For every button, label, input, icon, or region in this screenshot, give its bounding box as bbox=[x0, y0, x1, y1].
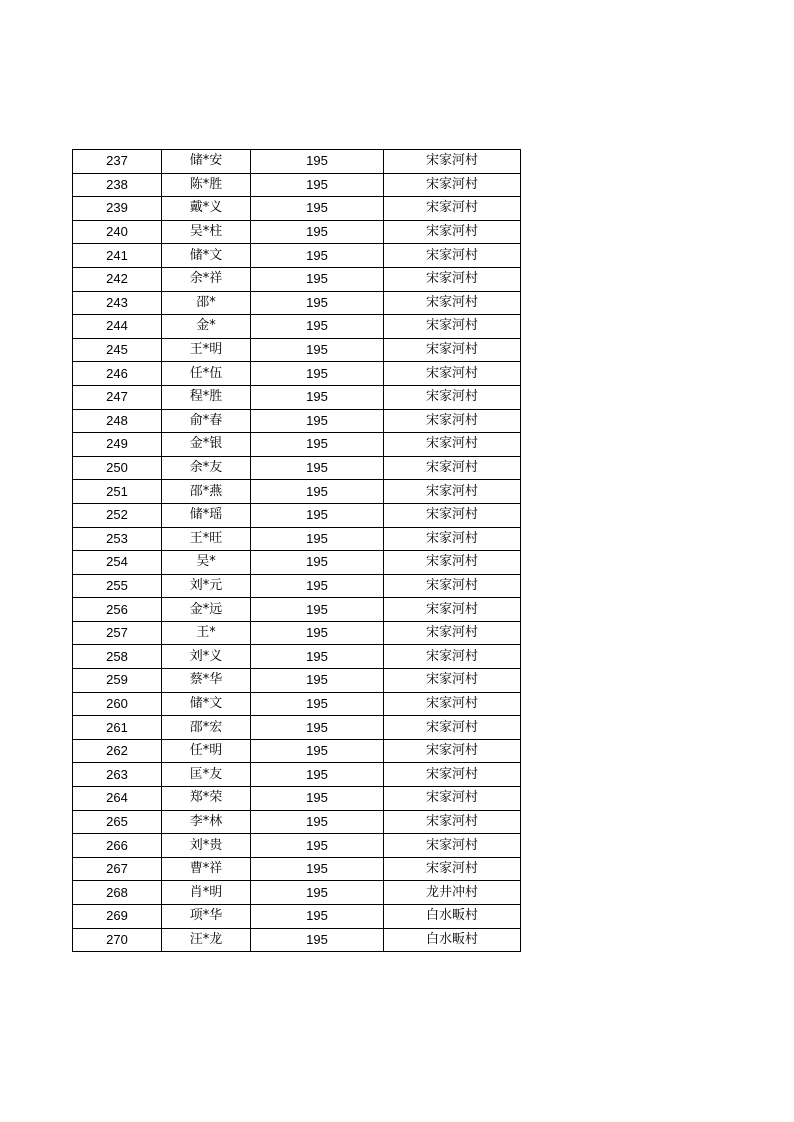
row-index-cell: 244 bbox=[73, 315, 162, 339]
table-row bbox=[73, 716, 521, 740]
row-index-cell: 250 bbox=[73, 456, 162, 480]
amount-cell: 195 bbox=[251, 928, 384, 952]
table-row bbox=[73, 267, 521, 291]
roster-table-body bbox=[73, 150, 521, 952]
table-row bbox=[73, 787, 521, 811]
name-cell: 陈*胜 bbox=[162, 173, 251, 197]
village-cell: 宋家河村 bbox=[384, 433, 521, 457]
row-index-cell: 264 bbox=[73, 787, 162, 811]
table-row bbox=[73, 503, 521, 527]
name-cell: 吴* bbox=[162, 551, 251, 575]
amount-cell: 195 bbox=[251, 267, 384, 291]
table-row bbox=[73, 574, 521, 598]
amount-cell: 195 bbox=[251, 315, 384, 339]
name-cell: 邵*宏 bbox=[162, 716, 251, 740]
row-index-cell: 261 bbox=[73, 716, 162, 740]
row-index-cell: 263 bbox=[73, 763, 162, 787]
row-index-cell: 246 bbox=[73, 362, 162, 386]
name-cell: 刘*贵 bbox=[162, 834, 251, 858]
village-cell: 宋家河村 bbox=[384, 739, 521, 763]
amount-cell: 195 bbox=[251, 551, 384, 575]
name-cell: 刘*元 bbox=[162, 574, 251, 598]
name-cell: 刘*义 bbox=[162, 645, 251, 669]
village-cell: 宋家河村 bbox=[384, 669, 521, 693]
name-cell: 金* bbox=[162, 315, 251, 339]
row-index-cell: 259 bbox=[73, 669, 162, 693]
amount-cell: 195 bbox=[251, 810, 384, 834]
name-cell: 王*旺 bbox=[162, 527, 251, 551]
amount-cell: 195 bbox=[251, 244, 384, 268]
village-cell: 宋家河村 bbox=[384, 621, 521, 645]
table-row bbox=[73, 315, 521, 339]
amount-cell: 195 bbox=[251, 150, 384, 174]
village-cell: 宋家河村 bbox=[384, 291, 521, 315]
village-cell: 宋家河村 bbox=[384, 645, 521, 669]
row-index-cell: 258 bbox=[73, 645, 162, 669]
village-cell: 宋家河村 bbox=[384, 173, 521, 197]
row-index-cell: 252 bbox=[73, 503, 162, 527]
village-cell: 宋家河村 bbox=[384, 857, 521, 881]
amount-cell: 195 bbox=[251, 503, 384, 527]
name-cell: 任*明 bbox=[162, 739, 251, 763]
name-cell: 储*安 bbox=[162, 150, 251, 174]
table-row bbox=[73, 409, 521, 433]
table-row bbox=[73, 598, 521, 622]
name-cell: 王*明 bbox=[162, 338, 251, 362]
table-row bbox=[73, 433, 521, 457]
amount-cell: 195 bbox=[251, 385, 384, 409]
amount-cell: 195 bbox=[251, 621, 384, 645]
table-row bbox=[73, 692, 521, 716]
village-cell: 宋家河村 bbox=[384, 362, 521, 386]
name-cell: 郑*荣 bbox=[162, 787, 251, 811]
row-index-cell: 262 bbox=[73, 739, 162, 763]
row-index-cell: 260 bbox=[73, 692, 162, 716]
table-row bbox=[73, 739, 521, 763]
table-row bbox=[73, 527, 521, 551]
village-cell: 宋家河村 bbox=[384, 315, 521, 339]
amount-cell: 195 bbox=[251, 220, 384, 244]
village-cell: 宋家河村 bbox=[384, 409, 521, 433]
name-cell: 储*文 bbox=[162, 692, 251, 716]
row-index-cell: 241 bbox=[73, 244, 162, 268]
amount-cell: 195 bbox=[251, 739, 384, 763]
name-cell: 蔡*华 bbox=[162, 669, 251, 693]
amount-cell: 195 bbox=[251, 716, 384, 740]
table-row bbox=[73, 244, 521, 268]
name-cell: 戴*义 bbox=[162, 197, 251, 221]
village-cell: 宋家河村 bbox=[384, 810, 521, 834]
table-row bbox=[73, 362, 521, 386]
table-row bbox=[73, 551, 521, 575]
table-row bbox=[73, 669, 521, 693]
name-cell: 余*友 bbox=[162, 456, 251, 480]
table-row bbox=[73, 928, 521, 952]
name-cell: 肖*明 bbox=[162, 881, 251, 905]
row-index-cell: 256 bbox=[73, 598, 162, 622]
row-index-cell: 270 bbox=[73, 928, 162, 952]
row-index-cell: 269 bbox=[73, 905, 162, 929]
row-index-cell: 239 bbox=[73, 197, 162, 221]
row-index-cell: 249 bbox=[73, 433, 162, 457]
table-row bbox=[73, 480, 521, 504]
name-cell: 金*银 bbox=[162, 433, 251, 457]
amount-cell: 195 bbox=[251, 857, 384, 881]
row-index-cell: 237 bbox=[73, 150, 162, 174]
row-index-cell: 251 bbox=[73, 480, 162, 504]
amount-cell: 195 bbox=[251, 433, 384, 457]
table-row bbox=[73, 291, 521, 315]
row-index-cell: 245 bbox=[73, 338, 162, 362]
amount-cell: 195 bbox=[251, 834, 384, 858]
row-index-cell: 257 bbox=[73, 621, 162, 645]
village-cell: 宋家河村 bbox=[384, 456, 521, 480]
amount-cell: 195 bbox=[251, 881, 384, 905]
amount-cell: 195 bbox=[251, 197, 384, 221]
amount-cell: 195 bbox=[251, 338, 384, 362]
table-row bbox=[73, 338, 521, 362]
amount-cell: 195 bbox=[251, 527, 384, 551]
name-cell: 储*瑶 bbox=[162, 503, 251, 527]
table-row bbox=[73, 150, 521, 174]
table-row bbox=[73, 810, 521, 834]
village-cell: 宋家河村 bbox=[384, 551, 521, 575]
amount-cell: 195 bbox=[251, 692, 384, 716]
name-cell: 邵* bbox=[162, 291, 251, 315]
village-cell: 宋家河村 bbox=[384, 220, 521, 244]
table-row bbox=[73, 905, 521, 929]
village-cell: 宋家河村 bbox=[384, 150, 521, 174]
row-index-cell: 238 bbox=[73, 173, 162, 197]
row-index-cell: 267 bbox=[73, 857, 162, 881]
village-cell: 宋家河村 bbox=[384, 716, 521, 740]
village-cell: 白水畈村 bbox=[384, 928, 521, 952]
amount-cell: 195 bbox=[251, 456, 384, 480]
village-cell: 宋家河村 bbox=[384, 503, 521, 527]
village-cell: 宋家河村 bbox=[384, 338, 521, 362]
row-index-cell: 253 bbox=[73, 527, 162, 551]
name-cell: 余*祥 bbox=[162, 267, 251, 291]
table-row bbox=[73, 220, 521, 244]
row-index-cell: 240 bbox=[73, 220, 162, 244]
row-index-cell: 266 bbox=[73, 834, 162, 858]
name-cell: 储*文 bbox=[162, 244, 251, 268]
name-cell: 汪*龙 bbox=[162, 928, 251, 952]
amount-cell: 195 bbox=[251, 173, 384, 197]
amount-cell: 195 bbox=[251, 409, 384, 433]
amount-cell: 195 bbox=[251, 574, 384, 598]
row-index-cell: 248 bbox=[73, 409, 162, 433]
village-cell: 宋家河村 bbox=[384, 244, 521, 268]
amount-cell: 195 bbox=[251, 645, 384, 669]
table-row bbox=[73, 645, 521, 669]
name-cell: 吴*柱 bbox=[162, 220, 251, 244]
table-row bbox=[73, 385, 521, 409]
village-cell: 宋家河村 bbox=[384, 598, 521, 622]
village-cell: 宋家河村 bbox=[384, 692, 521, 716]
village-cell: 龙井冲村 bbox=[384, 881, 521, 905]
village-cell: 宋家河村 bbox=[384, 574, 521, 598]
village-cell: 宋家河村 bbox=[384, 267, 521, 291]
amount-cell: 195 bbox=[251, 362, 384, 386]
village-cell: 宋家河村 bbox=[384, 834, 521, 858]
name-cell: 曹*祥 bbox=[162, 857, 251, 881]
name-cell: 程*胜 bbox=[162, 385, 251, 409]
row-index-cell: 254 bbox=[73, 551, 162, 575]
name-cell: 李*林 bbox=[162, 810, 251, 834]
row-index-cell: 242 bbox=[73, 267, 162, 291]
village-cell: 宋家河村 bbox=[384, 197, 521, 221]
amount-cell: 195 bbox=[251, 480, 384, 504]
amount-cell: 195 bbox=[251, 787, 384, 811]
village-cell: 白水畈村 bbox=[384, 905, 521, 929]
table-row bbox=[73, 834, 521, 858]
village-cell: 宋家河村 bbox=[384, 763, 521, 787]
row-index-cell: 243 bbox=[73, 291, 162, 315]
table-row bbox=[73, 456, 521, 480]
village-cell: 宋家河村 bbox=[384, 480, 521, 504]
table-row bbox=[73, 197, 521, 221]
table-row bbox=[73, 857, 521, 881]
name-cell: 王* bbox=[162, 621, 251, 645]
amount-cell: 195 bbox=[251, 291, 384, 315]
table-row bbox=[73, 621, 521, 645]
table-row bbox=[73, 881, 521, 905]
roster-table bbox=[72, 149, 521, 952]
row-index-cell: 247 bbox=[73, 385, 162, 409]
name-cell: 金*远 bbox=[162, 598, 251, 622]
name-cell: 匡*友 bbox=[162, 763, 251, 787]
village-cell: 宋家河村 bbox=[384, 385, 521, 409]
table-row bbox=[73, 173, 521, 197]
name-cell: 项*华 bbox=[162, 905, 251, 929]
name-cell: 俞*春 bbox=[162, 409, 251, 433]
amount-cell: 195 bbox=[251, 669, 384, 693]
table-row bbox=[73, 763, 521, 787]
row-index-cell: 265 bbox=[73, 810, 162, 834]
amount-cell: 195 bbox=[251, 598, 384, 622]
row-index-cell: 255 bbox=[73, 574, 162, 598]
name-cell: 邵*燕 bbox=[162, 480, 251, 504]
name-cell: 任*伍 bbox=[162, 362, 251, 386]
row-index-cell: 268 bbox=[73, 881, 162, 905]
amount-cell: 195 bbox=[251, 763, 384, 787]
village-cell: 宋家河村 bbox=[384, 527, 521, 551]
amount-cell: 195 bbox=[251, 905, 384, 929]
village-cell: 宋家河村 bbox=[384, 787, 521, 811]
